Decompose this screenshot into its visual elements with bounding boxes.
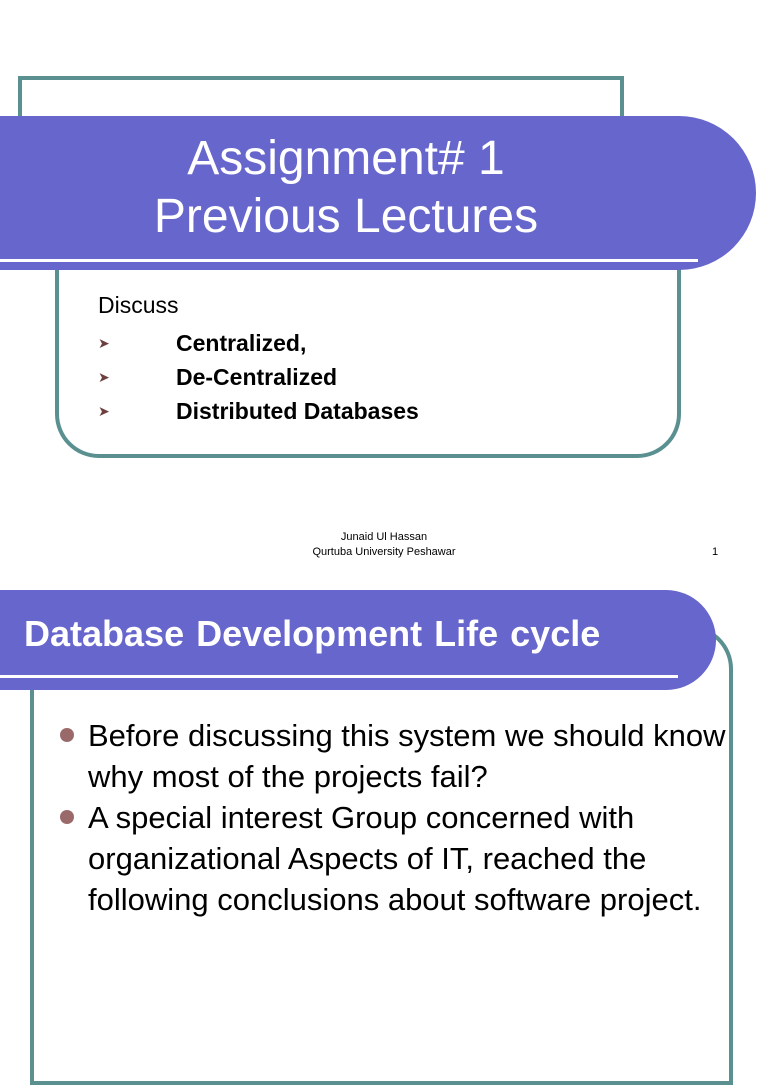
arrow-bullet-icon: ➤ xyxy=(98,334,110,351)
list-item-text: Before discussing this system we should know why most of the projects fail? xyxy=(88,718,726,794)
arrow-bullet-icon: ➤ xyxy=(98,368,110,385)
banner-underline xyxy=(0,675,678,678)
topic-list xyxy=(98,326,419,428)
list-item-text: A special interest Group concerned with organizational Aspects of IT, reached the following conclusions about software project. xyxy=(88,800,702,917)
bullet-list xyxy=(60,715,730,920)
banner-underline xyxy=(0,259,698,262)
slide-title xyxy=(0,130,692,246)
slide-footer xyxy=(284,530,484,560)
list-item xyxy=(98,326,419,360)
slide-frame-top xyxy=(18,76,624,120)
title-line-1: Assignment# 1 xyxy=(187,132,505,185)
slide-title: Database Development Life cycle xyxy=(24,613,601,654)
arrow-bullet-icon: ➤ xyxy=(98,402,110,419)
round-bullet-icon xyxy=(60,728,74,742)
round-bullet-icon xyxy=(60,810,74,824)
page-number: 1 xyxy=(712,546,719,558)
slide-2 xyxy=(0,575,768,1024)
list-item xyxy=(60,797,730,920)
footer-author: Junaid Ul Hassan xyxy=(340,531,428,543)
list-item xyxy=(60,715,730,797)
list-item-label: Distributed Databases xyxy=(176,397,419,424)
list-item xyxy=(98,394,419,428)
title-line-2: Previous Lectures xyxy=(153,190,539,243)
list-item-label: Centralized, xyxy=(176,329,307,356)
list-item xyxy=(98,360,419,394)
intro-text: Discuss xyxy=(98,292,179,318)
footer-institution: Qurtuba University Peshawar xyxy=(312,546,456,558)
list-item-label: De-Centralized xyxy=(176,363,338,390)
